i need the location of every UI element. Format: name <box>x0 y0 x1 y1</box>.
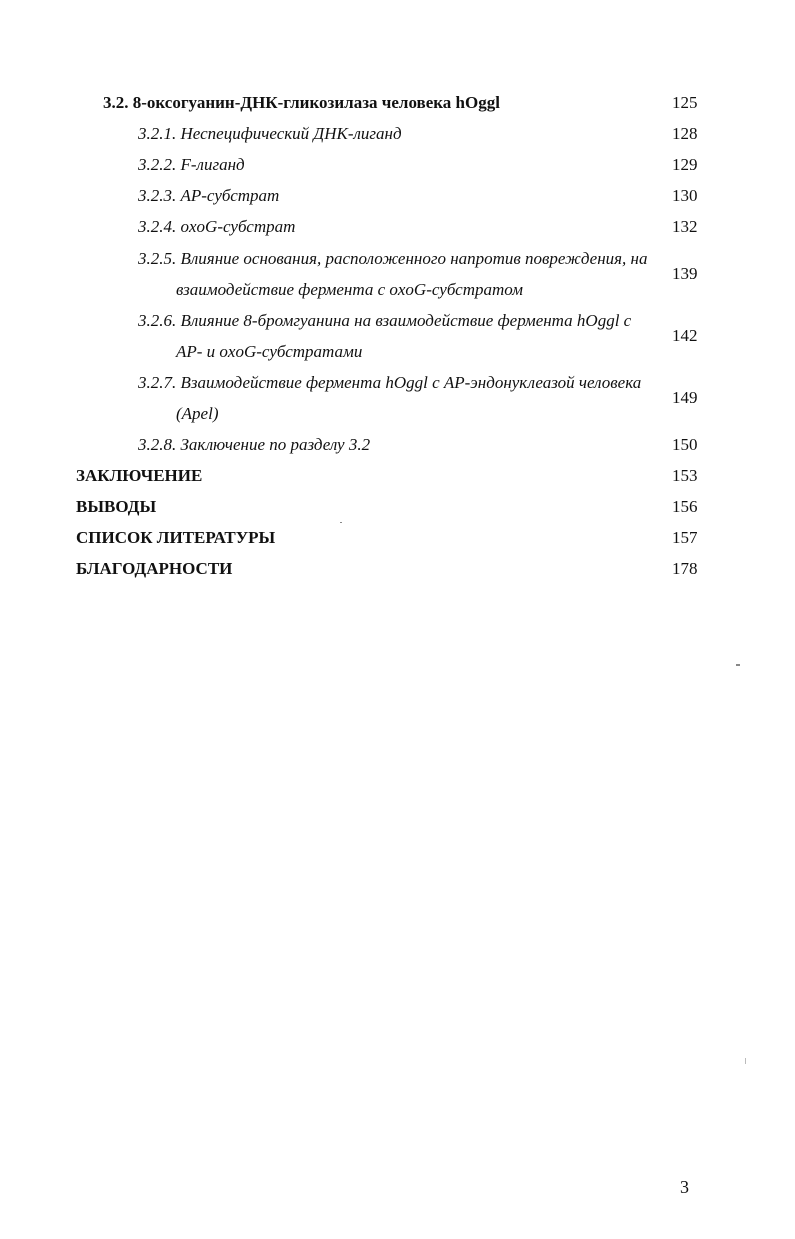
scan-speck <box>736 664 740 666</box>
toc-entry-page: 132 <box>672 217 698 236</box>
toc-entry-title: 3.2.1. Неспецифический ДНК-лиганд <box>138 124 402 143</box>
toc-entry-title: БЛАГОДАРНОСТИ <box>76 559 233 578</box>
toc-entry-title: 3.2.2. F-лиганд <box>138 155 245 174</box>
toc-entry-page: 129 <box>672 155 698 174</box>
toc-entry-title-line2: (Apel) <box>176 404 219 423</box>
toc-entry-title-line2: АР- и oxoG-субстратами <box>176 342 363 361</box>
toc-entry-title-line1: 3.2.6. Влияние 8-бромгуанина на взаимодействие фермента hOggl с <box>138 311 632 330</box>
toc-entry-title: 3.2.4. oxoG-субстрат <box>138 217 296 236</box>
toc-entry-page: 142 <box>672 326 698 345</box>
toc-entry-title: ВЫВОДЫ <box>76 497 157 516</box>
toc-entry-title: 3.2.3. АР-субстрат <box>138 186 280 205</box>
toc-entry-page: 139 <box>672 264 698 283</box>
toc-entry-title-line2: взаимодействие фермента с oxoG-субстратом <box>176 280 523 299</box>
scan-speck <box>745 1058 746 1064</box>
toc-entry-title: 3.2.8. Заключение по разделу 3.2 <box>138 435 371 454</box>
page-number: 3 <box>680 1177 689 1197</box>
toc-entry-page: 157 <box>672 528 698 547</box>
toc-entry-page: 125 <box>672 93 698 112</box>
toc-entry-title: ЗАКЛЮЧЕНИЕ <box>76 466 203 485</box>
toc-entry-page: 149 <box>672 388 698 407</box>
toc-entry-page: 178 <box>672 559 698 578</box>
toc-entry-page: 128 <box>672 124 698 143</box>
toc-entry-title: СПИСОК ЛИТЕРАТУРЫ <box>76 528 276 547</box>
toc-entry-page: 156 <box>672 497 698 516</box>
toc-entry-title-line1: 3.2.5. Влияние основания, расположенного напротив повреждения, на <box>138 249 648 268</box>
toc-entry-title: 3.2. 8-оксогуанин-ДНК-гликозилаза человека hOggl <box>103 93 500 112</box>
toc-entry-page: 130 <box>672 186 698 205</box>
scan-speck <box>340 522 342 523</box>
toc-entry-page: 153 <box>672 466 698 485</box>
toc-entry-title-line1: 3.2.7. Взаимодействие фермента hOggl с АР-эндонуклеазой человека <box>138 373 642 392</box>
toc-entry-page: 150 <box>672 435 698 454</box>
